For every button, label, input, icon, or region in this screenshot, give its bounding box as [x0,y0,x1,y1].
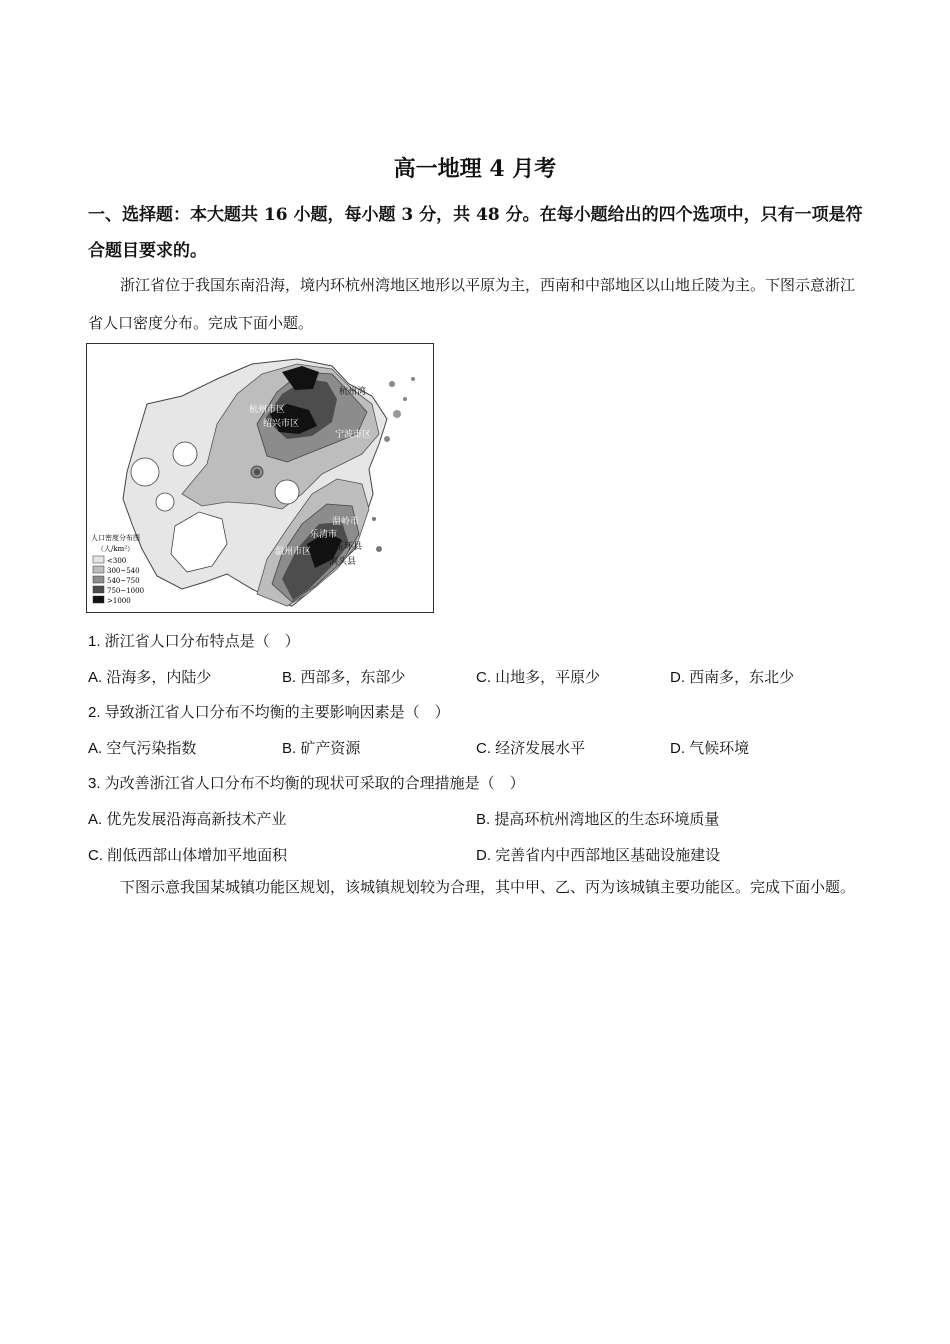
population-density-map [86,343,434,613]
legend-swatch [93,596,104,603]
q3-option-d[interactable]: D. 完善省内中西部地区基础设施建设 [476,847,721,864]
legend-unit: （人/km²） [97,545,135,553]
legend-swatch [93,556,104,563]
legend-label: 540~750 [107,577,140,585]
label-yueqing-city: 乐清市 [310,530,338,540]
q1-option-b[interactable]: B. 西部多，东部少 [282,669,406,686]
q2-option-d[interactable]: D. 气候环境 [670,740,750,757]
page-title: 高一地理 4 月考 [393,156,557,182]
q1-option-a[interactable]: A. 沿海多，内陆少 [88,669,212,686]
map-legend [91,533,144,605]
intro-paragraph-1: 浙江省位于我国东南沿海，境内环杭州湾地区地形以平原为主，西南和中部地区以山地丘陵为主。下图示意浙江省人口密度分布。完成下面小题。 [88,276,856,332]
label-shaoxing-city: 绍兴市区 [263,419,300,429]
question-2-stem: 2. 导致浙江省人口分布不均衡的主要影响因素是（ ） [88,704,450,721]
q3-option-a[interactable]: A. 优先发展沿海高新技术产业 [88,811,287,828]
q2-option-b[interactable]: B. 矿产资源 [282,740,361,757]
label-wenzhou-city: 温州市区 [275,547,312,557]
legend-label: 300~540 [107,567,140,575]
question-1-stem: 1. 浙江省人口分布特点是（ ） [88,633,300,650]
label-wenling-city: 温岭市 [332,517,360,527]
section-heading: 一、选择题：本大题共 16 小题，每小题 3 分，共 48 分。在每小题给出的四个选项中，只有一项是符合题目要求的。 [88,205,863,261]
legend-label: >1000 [107,597,131,605]
q3-option-b[interactable]: B. 提高环杭州湾地区的生态环境质量 [476,811,720,828]
map-graphic [87,344,433,612]
legend-swatch [93,566,104,573]
label-hangzhou-city: 杭州市区 [249,405,286,415]
label-ningbo-city: 宁波市区 [335,430,372,440]
legend-title: 人口密度分布图 [91,534,140,542]
q1-option-d[interactable]: D. 西南多，东北少 [670,669,795,686]
legend-swatch [93,586,104,593]
question-3-stem: 3. 为改善浙江省人口分布不均衡的现状可采取的合理措施是（ ） [88,775,525,792]
legend-label: 750~1000 [107,587,145,595]
q2-option-c[interactable]: C. 经济发展水平 [476,740,586,757]
label-yuhuan-county: 玉环县 [335,542,363,552]
legend-swatch [93,576,104,583]
label-hangzhou-bay: 杭州湾 [339,387,367,397]
q1-option-c[interactable]: C. 山地多，平原少 [476,669,601,686]
label-dongtou-county: 洞头县 [329,557,357,567]
q3-option-c[interactable]: C. 削低西部山体增加平地面积 [88,847,288,864]
q2-option-a[interactable]: A. 空气污染指数 [88,740,197,757]
legend-label: <300 [107,557,127,565]
intro-paragraph-2: 下图示意我国某城镇功能区规划，该城镇规划较为合理，其中甲、乙、丙为该城镇主要功能区。完成下面小题。 [120,878,856,896]
